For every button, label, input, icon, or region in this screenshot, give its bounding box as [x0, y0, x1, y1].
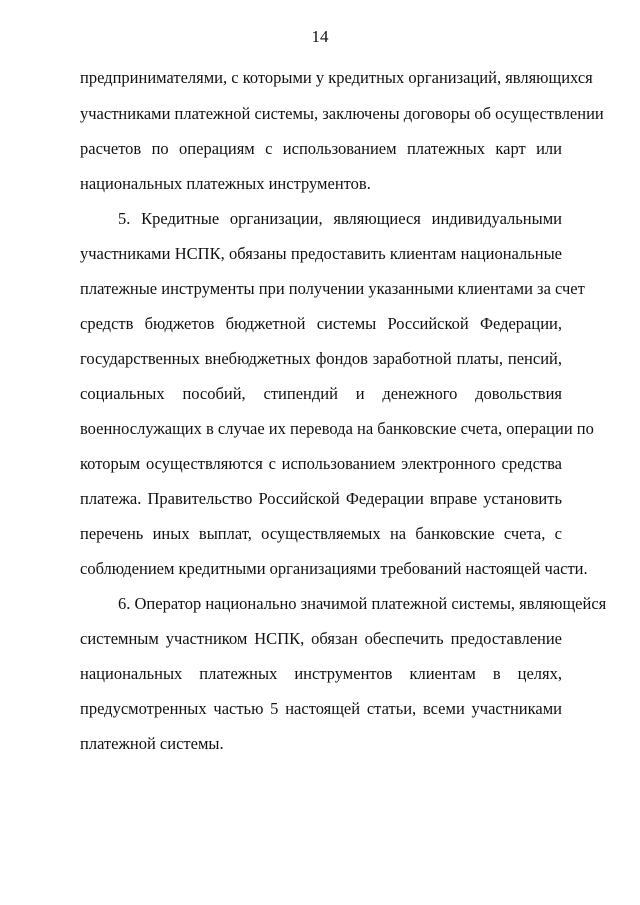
text-line: средств бюджетов бюджетной системы Российской Федерации,: [80, 314, 562, 333]
text-line: платежные инструменты при получении указанными клиентами за счет: [80, 279, 585, 298]
page-number: 14: [311, 27, 329, 46]
text-line: военнослужащих в случае их перевода на банковские счета, операции по: [80, 419, 594, 438]
text-line: системным участником НСПК, обязан обеспечить предоставление: [80, 629, 562, 648]
text-line: участниками платежной системы, заключены договоры об осуществлении: [80, 104, 604, 123]
text-line: национальных платежных инструментов.: [80, 174, 371, 193]
text-line: соблюдением кредитными организациями требований настоящей части.: [80, 559, 588, 578]
text-line: перечень иных выплат, осуществляемых на банковские счета, с: [80, 524, 562, 543]
text-line: которым осуществляются с использованием электронного средства: [80, 454, 562, 473]
text-line: платежной системы.: [80, 734, 224, 753]
text-line: предусмотренных частью 5 настоящей статьи, всеми участниками: [80, 699, 562, 718]
text-line: расчетов по операциям с использованием платежных карт или: [80, 139, 562, 158]
text-line: 6. Оператор национально значимой платежной системы, являющейся: [118, 594, 607, 613]
text-line: национальных платежных инструментов клиентам в целях,: [80, 664, 562, 683]
text-line: социальных пособий, стипендий и денежного довольствия: [80, 384, 562, 403]
text-line: платежа. Правительство Российской Федерации вправе установить: [80, 489, 562, 508]
text-line: государственных внебюджетных фондов заработной платы, пенсий,: [80, 349, 562, 368]
text-line: участниками НСПК, обязаны предоставить клиентам национальные: [80, 244, 562, 263]
text-line: предпринимателями, с которыми у кредитных организаций, являющихся: [80, 68, 593, 87]
text-line: 5. Кредитные организации, являющиеся индивидуальными: [118, 209, 562, 228]
